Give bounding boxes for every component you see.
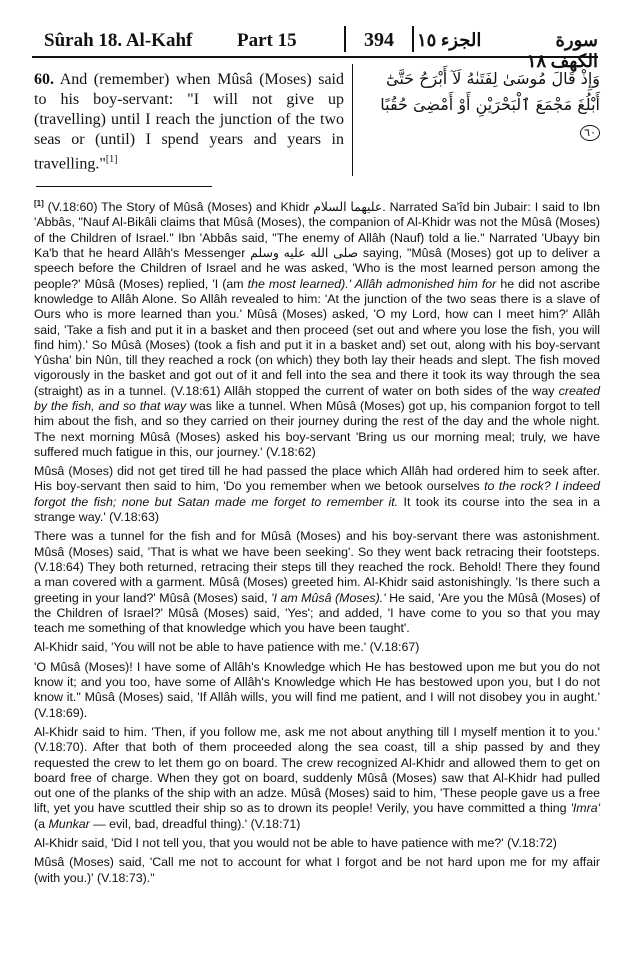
commentary-paragraph: Al-Khidr said, 'Did I not tell you, that you would not be able to have patience with me?' (V.18:72) (34, 836, 557, 850)
juz-arabic: الجزء ١٥ (417, 30, 482, 50)
commentary-paragraph (34, 464, 600, 525)
commentary-text: was like a tunnel. When Mûsâ (Moses) got up, his companion forgot to tell him about the fish, and so they carried on their journey during the rest of the day and the whole night. The next morning Mûsâ (Moses) asked his boy-servant 'Bring us our morning meal; truly, we have suffered much fatigue in this, our journey.' (V.18:62) (34, 398, 600, 459)
commentary-paragraph (34, 529, 600, 636)
commentary-italic: to the rock? I indeed forgot the fish; none but Satan made me forget to remember it. (34, 479, 600, 509)
commentary-italic: created by the fish, and so that way (34, 383, 600, 413)
commentary-text: There was a tunnel for the fish and for Mûsâ (Moses) and his boy-servant there was astonishment. Mûsâ (Moses) said, 'That is what we have been seeking'. So they went back retracing their footsteps. (V.18:64) They both returned, retracing their steps till they reached the rock. Behold! There they found a man covered with a garment. Mûsâ (Moses) greeted him. Al-Khidr said astonishingly. 'Is there such a greeting in your land?' Mûsâ (Moses) said, (34, 529, 600, 605)
commentary-paragraph: Al-Khidr said, 'You will not be able to have patience with me.' (V.18:67) (34, 640, 420, 655)
commentary-paragraph (34, 196, 600, 460)
page-header (32, 26, 598, 71)
commentary-text: Mûsâ (Moses) did not get tired till he had passed the place which Allâh had ordered him to seek after. His boy-servant then said to him, 'Do you remember when we betook ourselves (34, 464, 600, 494)
commentary-text: It took its course into the sea in a strange way.' (V.18:63) (34, 494, 601, 525)
verse-number: 60. (34, 71, 54, 88)
verse-text: And (remember) when Mûsâ (Moses) said to his boy-servant: "I will not give up (travelling) until I reach the junction of the two seas or (until) I spend years and years in travelling." (34, 71, 344, 173)
verse-arabic (364, 66, 600, 144)
verse-end-marker: ٦٠ (580, 125, 600, 141)
column-divider (352, 64, 353, 176)
footnote-ref: [1] (105, 154, 118, 165)
footnote-rule (36, 186, 212, 187)
commentary-italic: the most learned).' Allâh admonished him for (247, 276, 497, 291)
surah-title: Sûrah 18. Al-Kahf (44, 30, 193, 51)
commentary-text: he did not ascribe knowledge to Allâh Alone. So Allâh revealed to him: 'At the junction of the two seas there is a slave of Ours who is more learned than you.' Mûsâ (Moses) asked, 'O my Lord, how can I meet him?' Allâh said, 'Take a fish and put it in a basket and then proceed (set out and where you lose the fish, you will find him).' So Mûsâ (Moses) (took a fish and put it in a basket and) set out, along with his boy-servant Yûsha' bin Nûn, till they reached a rock (on which) they both lay their heads and slept. The fish moved vigorously in the basket and got out of it and fell into the sea and there it took its way through the sea (straight) as in a tunnel. (V.18:61) Allâh stopped the current of water on both sides of the way (34, 276, 601, 398)
verse-arabic-text: وَإِذْ قَالَ مُوسَىٰ لِفَتَىٰهُ لَآ أَبْرَحُ حَتَّىٰٓ أَبْلُغَ مَجْمَعَ ٱلْبَحْرَيْنِ أَوْ أَمْضِىَ حُقُبًا (380, 69, 600, 114)
commentary-text: He said, 'Are you the Mûsâ (Moses) of the Children of Israel?' Mûsâ (Moses) said, 'Yes'; and added, 'I have come to you so that you may teach me something of that knowledge which you have been taught'. (34, 590, 600, 636)
commentary-italic: Munkar (48, 816, 90, 831)
commentary-paragraph: Mûsâ (Moses) said, 'Call me not to account for what I forgot and be not hard upon me for my affair (with you.)' (V.18:73)." (34, 855, 600, 885)
commentary-text: — evil, bad, dreadful thing).' (V.18:71) (93, 816, 301, 831)
commentary-text: (V.18:60) The Story of Mûsâ (Moses) and Khidr عليهما السلام. Narrated Sa'îd bin Jubair: I said to Ibn 'Abbâs, "Nauf Al-Bikâli claims that Mûsâ (Moses), the companion of Al-Khidr was not the Mûsâ (Moses) of the Children of Israel." Ibn 'Abbâs said, "The enemy of Allâh (Nauf) told a lie." Narrated 'Ubayy bin Ka'b that he heard Allâh's Messenger صلى الله عليه وسلم saying, "Mûsâ (Moses) got up to deliver a speech before the Children of Israel and he was asked, 'Who is the most learned person among the people?' Mûsâ (Moses) replied, 'I (am (34, 200, 600, 291)
surah-title-arabic: سورة الكهف ١٨ (526, 30, 598, 71)
footnote-marker: [1] (34, 199, 44, 208)
commentary-paragraph (34, 725, 600, 832)
commentary-italic: 'Imra' (570, 801, 600, 816)
commentary-text: Al-Khidr said to him. 'Then, if you follow me, ask me not about anything till I myself mention it to you.' (V.18:70). After that both of them proceeded along the sea coast, till a ship passed by and they requested the crew to let them go on board. The crew recognized Al-Khidr and allowed them to get on board free of charge. When they got on board, suddenly Mûsâ (Moses) saw that Al-Khidr had pulled out one of the planks of the ship with an adze. Mûsâ (Moses) said to him, 'These people gave us a free lift, yet you have scuttled their ship so as to drown its people! Verily, you have committed a thing (34, 724, 600, 816)
commentary-paragraph: 'O Mûsâ (Moses)! I have some of Allâh's Knowledge which He has bestowed upon me but you do not know it; and you too, have some of Allâh's Knowledge which He has bestowed upon you, but I do not know it." Mûsâ (Moses) said, 'If Allâh wills, you will find me patient, and I will not disobey you in aught.' (V.18:69). (34, 659, 600, 720)
verse-translation (34, 70, 344, 174)
commentary (34, 196, 600, 890)
commentary-italic: 'I am Mûsâ (Moses).' (271, 590, 386, 605)
page-number: 394 (344, 26, 414, 52)
commentary-text: (a (34, 816, 46, 831)
part-label: Part 15 (237, 30, 297, 51)
